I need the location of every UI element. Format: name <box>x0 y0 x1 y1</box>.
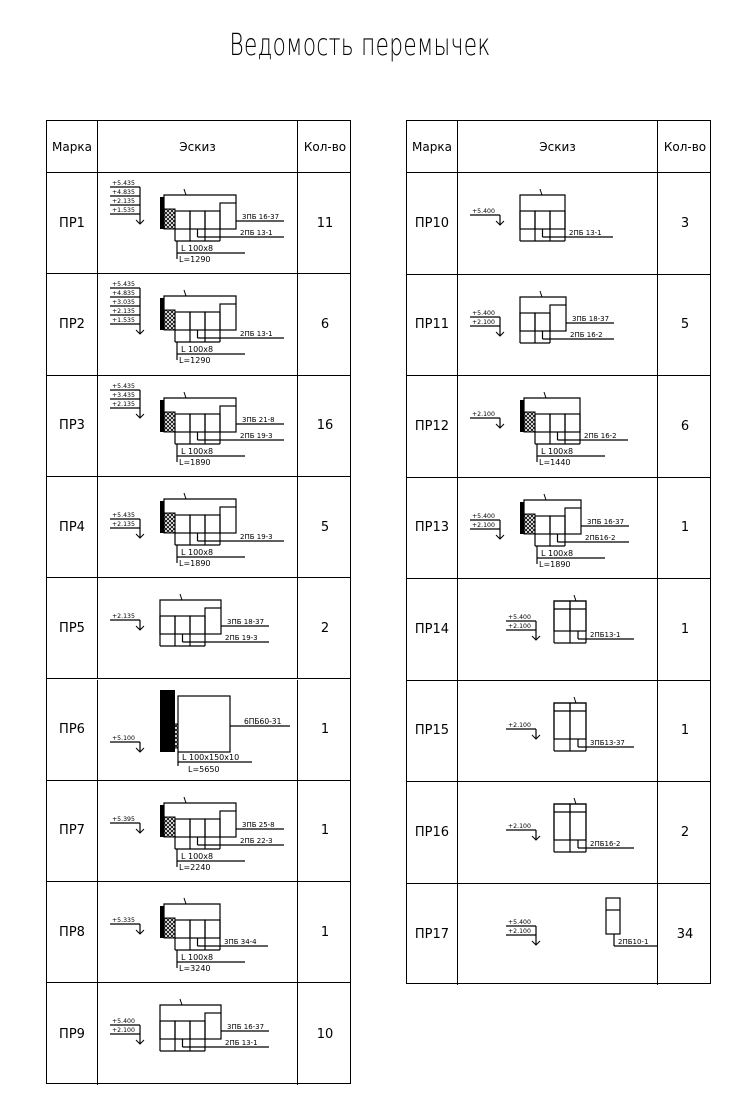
element-label: 2ПБ13-1 <box>590 631 621 639</box>
level-mark: +2.135 <box>112 198 135 205</box>
row-sketch <box>98 376 298 476</box>
level-mark: +4.835 <box>112 189 135 196</box>
level-mark: +5.100 <box>112 734 135 742</box>
element-label: 2ПБ 19-3 <box>240 532 273 541</box>
hatch-block <box>164 412 175 432</box>
lintel-block <box>190 414 205 432</box>
lintel-block <box>205 211 220 229</box>
level-mark: +3.035 <box>112 299 135 307</box>
level-mark: +5.395 <box>112 815 135 823</box>
row-qty: 5 <box>680 317 690 333</box>
level-mark: +4.835 <box>112 290 135 298</box>
lintel-block <box>550 516 565 534</box>
element-label: 2ПБ 22-3 <box>240 836 273 845</box>
length-label: L=5650 <box>188 764 220 774</box>
row-qty: 1 <box>680 621 690 637</box>
row-qty: 2 <box>320 620 330 636</box>
lintel-sketch <box>98 274 298 375</box>
beam-label: L 100x8 <box>541 447 574 456</box>
lintel-sketch <box>98 983 298 1084</box>
lintel-sketch <box>458 884 658 986</box>
lintel-block <box>190 312 205 330</box>
level-mark: +5.400 <box>472 208 495 215</box>
hatch-block <box>166 724 178 748</box>
element-label: 2ПБ 16-2 <box>570 330 603 339</box>
lintel-block <box>606 898 620 934</box>
element-label: 3ПБ 16-37 <box>227 1023 265 1032</box>
level-mark: +2.100 <box>472 521 495 529</box>
lintel-block <box>190 920 205 938</box>
level-mark: +2.135 <box>112 400 135 408</box>
lintel-block <box>160 616 175 634</box>
beam-label: L 100x150x10 <box>182 752 240 762</box>
lintel-table-left <box>46 120 351 1084</box>
row-sketch <box>98 274 298 374</box>
lintel-sketch <box>98 173 298 274</box>
length-label: L=1290 <box>179 356 211 366</box>
length-label: L=1890 <box>179 558 211 568</box>
level-mark: +5.400 <box>508 614 531 621</box>
lintel-block <box>205 920 220 938</box>
tall-block <box>550 305 566 331</box>
element-label: 2ПБ 13-1 <box>225 1039 258 1048</box>
element-label: 2ПБ16-2 <box>585 533 616 542</box>
lintel-outline <box>520 297 566 331</box>
tall-block <box>220 304 236 330</box>
table-row <box>407 376 710 478</box>
tall-block <box>565 508 581 534</box>
row-qty: 1 <box>320 924 330 940</box>
lintel-block <box>205 414 220 432</box>
lintel-block <box>178 696 230 752</box>
level-mark: +2.135 <box>112 613 135 621</box>
level-mark: +5.400 <box>508 918 531 926</box>
row-qty: 1 <box>320 823 330 839</box>
table-row <box>407 782 710 884</box>
header-mark: Марка <box>407 121 458 172</box>
header-qty: Кол-во <box>663 139 707 154</box>
lintel-block <box>535 313 550 331</box>
row-mark: ПР16 <box>407 782 458 883</box>
length-label: L=1890 <box>179 457 211 467</box>
wall-section <box>160 805 164 837</box>
header-sketch: Эскиз <box>98 121 298 172</box>
level-mark: +3.435 <box>112 391 135 399</box>
level-mark: +1.535 <box>112 207 135 214</box>
lintel-block <box>190 616 205 634</box>
wall-section <box>160 906 164 938</box>
header-qty: Кол-во <box>303 139 347 154</box>
row-qty: 1 <box>680 520 690 536</box>
tall-block <box>205 608 221 634</box>
row-sketch <box>98 781 298 881</box>
lintel-sketch <box>98 376 298 477</box>
level-mark: +5.400 <box>112 1018 135 1026</box>
row-mark: ПР9 <box>47 983 98 1084</box>
row-qty: 1 <box>680 723 690 739</box>
table-row <box>407 478 710 580</box>
lintel-block <box>554 601 570 631</box>
tall-block <box>205 1013 221 1039</box>
hatch-block <box>164 918 175 938</box>
element-label: 3ПБ 16-37 <box>587 517 625 526</box>
lintel-sketch <box>98 578 298 679</box>
table-row <box>407 173 710 275</box>
lintel-block <box>520 313 535 331</box>
element-label: 2ПБ 16-2 <box>584 432 617 440</box>
lintel-block <box>535 414 550 432</box>
lintel-block <box>550 211 565 229</box>
lintel-block <box>570 601 586 631</box>
row-sketch <box>98 578 298 678</box>
beam-label: L 100x8 <box>181 547 214 557</box>
tall-block <box>220 811 236 837</box>
table-row <box>407 579 710 681</box>
row-mark: ПР6 <box>47 680 98 780</box>
level-mark: +2.135 <box>112 308 135 316</box>
element-label: 3ПБ13-37 <box>590 738 625 747</box>
row-mark: ПР8 <box>47 882 98 982</box>
element-label: 2ПБ 19-3 <box>240 431 273 440</box>
table-row <box>407 884 710 986</box>
element-label: 3ПБ 21-8 <box>242 415 275 424</box>
level-mark: +2.135 <box>112 520 135 528</box>
lintel-block <box>535 516 550 534</box>
lintel-block <box>205 515 220 533</box>
table-row <box>47 882 350 983</box>
length-label: L=1890 <box>539 559 571 569</box>
hatch-block <box>524 412 535 432</box>
tall-block <box>220 406 236 432</box>
row-mark: ПР2 <box>47 274 98 374</box>
length-label: L=1290 <box>179 255 211 264</box>
row-mark: ПР10 <box>407 173 458 274</box>
beam-label: L 100x8 <box>181 851 214 861</box>
lintel-block <box>205 819 220 837</box>
row-mark: ПР15 <box>407 681 458 782</box>
table-row <box>47 781 350 882</box>
element-label: 3ПБ 34-4 <box>224 938 257 947</box>
row-sketch <box>98 882 298 982</box>
level-mark: +2.100 <box>508 927 531 935</box>
lintel-block <box>190 515 205 533</box>
lintel-block <box>565 414 580 432</box>
level-mark: +2.100 <box>508 623 531 630</box>
row-qty: 1 <box>320 722 330 738</box>
hatch-block <box>524 514 535 534</box>
row-mark: ПР1 <box>47 173 98 273</box>
lintel-sketch <box>98 781 298 882</box>
length-label: L=1440 <box>539 458 571 467</box>
element-label: 2ПБ 13-1 <box>240 229 273 237</box>
row-mark: ПР12 <box>407 376 458 477</box>
row-qty: 2 <box>680 824 690 840</box>
level-mark: +2.100 <box>508 721 531 729</box>
wall-section <box>160 197 164 229</box>
row-mark: ПР5 <box>47 578 98 678</box>
lintel-sketch <box>458 376 658 478</box>
lintel-block <box>175 414 190 432</box>
row-sketch <box>458 173 658 274</box>
document-title: Ведомость перемычек <box>229 28 491 63</box>
level-mark: +5.400 <box>472 309 495 317</box>
lintel-sketch <box>458 681 658 783</box>
table-header <box>407 121 710 173</box>
row-mark: ПР13 <box>407 478 458 579</box>
row-mark: ПР4 <box>47 477 98 577</box>
table-row <box>47 983 350 1084</box>
row-qty: 10 <box>316 1026 334 1042</box>
lintel-block <box>535 211 550 229</box>
table-row <box>407 681 710 783</box>
level-mark: +2.100 <box>508 823 531 830</box>
beam-label: L 100x8 <box>181 446 214 456</box>
lintel-block <box>190 819 205 837</box>
lintel-sketch <box>458 275 658 377</box>
lintel-sketch <box>458 173 658 275</box>
row-qty: 11 <box>316 215 334 231</box>
element-label: 2ПБ 13-1 <box>240 330 273 339</box>
table-row <box>47 680 350 781</box>
table-row <box>47 578 350 679</box>
lintel-block <box>175 211 190 229</box>
row-qty: 6 <box>680 418 690 434</box>
row-sketch <box>98 477 298 577</box>
row-sketch <box>458 275 658 376</box>
row-sketch <box>98 983 298 1084</box>
row-qty: 34 <box>676 926 694 942</box>
table-row <box>47 477 350 578</box>
level-mark: +5.335 <box>112 917 135 925</box>
lintel-sketch <box>458 579 658 681</box>
lintel-sketch <box>458 478 658 580</box>
lintel-outline <box>520 195 565 229</box>
wall-section <box>160 501 164 533</box>
row-sketch <box>458 681 658 782</box>
lintel-block <box>175 312 190 330</box>
row-mark: ПР3 <box>47 376 98 476</box>
beam-label: L 100x8 <box>541 548 574 558</box>
element-label: 2ПБ16-2 <box>590 840 621 848</box>
wall-section <box>160 298 164 330</box>
row-sketch <box>458 579 658 680</box>
hatch-block <box>164 209 175 229</box>
table-row <box>47 173 350 274</box>
lintel-block <box>190 211 205 229</box>
level-mark: +5.435 <box>112 511 135 519</box>
row-sketch <box>458 782 658 883</box>
hatch-block <box>164 817 175 837</box>
lintel-block <box>554 804 570 840</box>
tall-block <box>220 203 236 229</box>
beam-label: L 100x8 <box>181 345 214 355</box>
lintel-sketch <box>98 477 298 578</box>
tall-block <box>220 507 236 533</box>
row-mark: ПР7 <box>47 781 98 881</box>
lintel-block <box>205 312 220 330</box>
beam-label: L 100x8 <box>181 953 214 963</box>
row-qty: 3 <box>680 215 690 231</box>
header-mark: Марка <box>47 121 98 172</box>
element-label: 3ПБ 18-37 <box>572 314 610 323</box>
level-mark: +2.100 <box>472 318 495 326</box>
row-sketch <box>98 173 298 273</box>
element-label: 3ПБ 25-8 <box>242 820 275 829</box>
table-header <box>47 121 350 173</box>
element-label: 3ПБ 16-37 <box>242 213 280 221</box>
level-mark: +2.100 <box>112 1027 135 1035</box>
level-mark: +5.435 <box>112 180 135 187</box>
table-row <box>407 275 710 377</box>
level-mark: +5.400 <box>472 512 495 520</box>
hatch-block <box>164 310 175 330</box>
level-mark: +2.100 <box>472 411 495 418</box>
length-label: L=3240 <box>179 964 211 974</box>
element-label: 2ПБ 13-1 <box>569 229 602 237</box>
beam-label: L 100x8 <box>181 244 214 253</box>
lintel-block <box>550 414 565 432</box>
element-label: 2ПБ 19-3 <box>225 634 258 643</box>
lintel-block <box>175 819 190 837</box>
table-row <box>47 274 350 375</box>
lintel-block <box>175 616 190 634</box>
table-row <box>47 376 350 477</box>
lintel-block <box>554 703 570 739</box>
element-label: 2ПБ10-1 <box>618 937 649 946</box>
row-sketch <box>458 376 658 477</box>
level-mark: +1.535 <box>112 317 135 325</box>
lintel-block <box>175 515 190 533</box>
lintel-block <box>520 211 535 229</box>
level-mark: +5.435 <box>112 382 135 390</box>
row-sketch <box>98 680 298 780</box>
row-qty: 16 <box>316 418 334 434</box>
element-label: 6ПБ60-31 <box>244 716 282 726</box>
lintel-block <box>175 1021 190 1039</box>
hatch-block <box>164 513 175 533</box>
lintel-sketch <box>98 882 298 983</box>
row-mark: ПР11 <box>407 275 458 376</box>
row-mark: ПР14 <box>407 579 458 680</box>
lintel-sketch <box>458 782 658 884</box>
lintel-block <box>570 703 586 739</box>
header-sketch: Эскиз <box>458 121 658 172</box>
lintel-block <box>175 920 190 938</box>
lintel-table-right <box>406 120 711 984</box>
lintel-block <box>570 804 586 840</box>
lintel-block <box>190 1021 205 1039</box>
row-sketch <box>458 478 658 579</box>
row-qty: 5 <box>320 519 330 535</box>
element-label: 3ПБ 18-37 <box>227 618 265 627</box>
lintel-block <box>160 1021 175 1039</box>
row-qty: 6 <box>320 316 330 332</box>
lintel-sketch <box>98 680 298 781</box>
level-mark: +5.435 <box>112 281 135 289</box>
length-label: L=2240 <box>179 862 211 872</box>
wall-section <box>160 400 164 432</box>
row-mark: ПР17 <box>407 884 458 986</box>
row-sketch <box>458 884 658 986</box>
